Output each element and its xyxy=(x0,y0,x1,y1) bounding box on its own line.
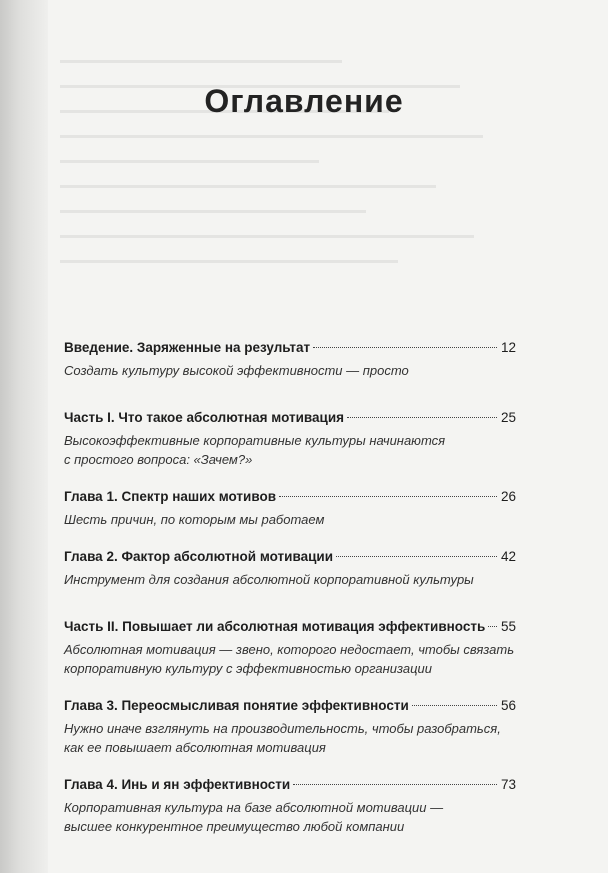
page-number: 56 xyxy=(500,698,516,713)
entry-title: Часть I. Что такое абсолютная мотивация xyxy=(64,410,345,425)
page-number: 12 xyxy=(500,340,516,355)
entry-description: Создать культуру высокой эффективности — просто xyxy=(64,363,409,378)
toc-entry-chapter-4[interactable] xyxy=(64,774,516,836)
dot-leader xyxy=(279,496,497,497)
dot-leader xyxy=(336,556,497,557)
entry-description: Инструмент для создания абсолютной корпоративной культуры xyxy=(64,572,474,587)
page-number: 55 xyxy=(500,619,516,634)
entry-title: Часть II. Повышает ли абсолютная мотивация эффективность xyxy=(64,619,486,634)
dot-leader xyxy=(293,784,497,785)
page-title: Оглавление xyxy=(204,83,404,120)
page-number: 42 xyxy=(500,549,516,564)
toc-entry-introduction[interactable] xyxy=(64,337,516,380)
entry-description: Корпоративная культура на базе абсолютной мотивации — высшее конкурентное преимущество любой компании xyxy=(64,800,444,834)
page-number: 26 xyxy=(500,489,516,504)
entry-description: Высокоэффективные корпоративные культуры начинаются с простого вопроса: «Зачем?» xyxy=(64,433,446,467)
book-spine-shadow xyxy=(0,0,48,873)
entry-title: Введение. Заряженные на результат xyxy=(64,340,311,355)
entry-description: Нужно иначе взглянуть на производительность, чтобы разобраться, как ее повышает абсолютная мотивация xyxy=(64,721,501,755)
page-number: 25 xyxy=(500,410,516,425)
entry-title: Глава 1. Спектр наших мотивов xyxy=(64,489,276,504)
dot-leader xyxy=(347,417,497,418)
dot-leader xyxy=(412,705,497,706)
entry-title: Глава 3. Переосмысливая понятие эффективности xyxy=(64,698,409,713)
page-number: 73 xyxy=(500,777,516,792)
dot-leader xyxy=(313,347,497,348)
toc-entry-chapter-2[interactable] xyxy=(64,546,516,589)
dot-leader xyxy=(488,626,497,627)
entry-title: Глава 4. Инь и ян эффективности xyxy=(64,777,291,792)
table-of-contents xyxy=(64,337,516,853)
entry-title: Глава 2. Фактор абсолютной мотивации xyxy=(64,549,333,564)
toc-entry-chapter-3[interactable] xyxy=(64,695,516,757)
toc-entry-part-2[interactable] xyxy=(64,616,516,678)
toc-entry-part-1[interactable] xyxy=(64,407,516,469)
entry-description: Шесть причин, по которым мы работаем xyxy=(64,512,325,527)
toc-entry-chapter-1[interactable] xyxy=(64,486,516,529)
entry-description: Абсолютная мотивация — звено, которого недостает, чтобы связать корпоративную культуру с эффективностью организации xyxy=(64,642,515,676)
